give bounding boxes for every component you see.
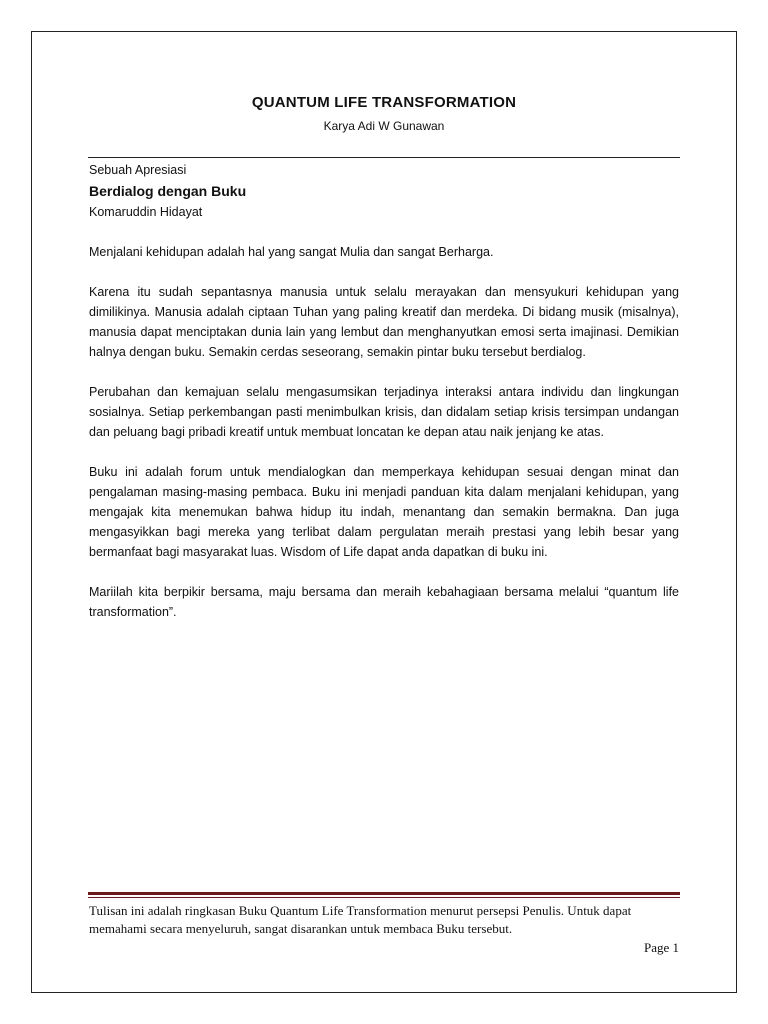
- section-kicker: Sebuah Apresiasi: [89, 163, 187, 177]
- page-number: Page 1: [643, 940, 679, 955]
- document-subtitle: Karya Adi W Gunawan: [323, 119, 445, 133]
- body-paragraph-5: Mariilah kita berpikir bersama, maju bersama dan meraih kebahagiaan bersama melalui “quantum life transformation”.: [89, 585, 679, 619]
- footer-divider-thin: [88, 897, 680, 898]
- body-paragraph-3: Perubahan dan kemajuan selalu mengasumsikan terjadinya interaksi antara individu dan lingkungan sosialnya. Setiap perkembangan pasti menimbulkan krisis, dan didalam setiap krisis tersimpan undangan dan peluang bagi pribadi kreatif untuk membuat loncatan ke depan atau naik jenjang ke atas.: [89, 385, 679, 439]
- document-title: QUANTUM LIFE TRANSFORMATION: [251, 94, 517, 111]
- footer-divider-thick: [88, 892, 680, 895]
- section-author: Komaruddin Hidayat: [89, 205, 203, 219]
- header-divider: [88, 157, 680, 158]
- body-paragraph-1: Menjalani kehidupan adalah hal yang sangat Mulia dan sangat Berharga.: [89, 245, 494, 259]
- body-paragraph-2: Karena itu sudah sepantasnya manusia untuk selalu merayakan dan mensyukuri kehidupan yang dimilikinya. Manusia adalah ciptaan Tuhan yang paling kreatif dan merdeka. Di bidang musik (misalnya), manusia dapat menciptakan dunia lain yang lembut dan menghanyutkan emosi serta imajinasi. Demikian halnya dengan buku. Semakin cerdas seseorang, semakin pintar buku tersebut berdialog.: [89, 285, 679, 359]
- footer-note: Tulisan ini adalah ringkasan Buku Quantum Life Transformation menurut persepsi Penulis. Untuk dapat memahami secara menyeluruh, sangat disarankan untuk membaca Buku tersebut.: [89, 903, 632, 936]
- section-heading: Berdialog dengan Buku: [89, 183, 247, 199]
- document-body: [89, 160, 679, 642]
- body-paragraph-4: Buku ini adalah forum untuk mendialogkan dan memperkaya kehidupan sesuai dengan minat dan pengalaman masing-masing pembaca. Buku ini menjadi panduan kita dalam menjalani kehidupan, yang mengajak kita menemukan bahwa hidup itu indah, menantang dan semakin bermakna. Dan juga mengasyikkan bagi mereka yang terlibat dalam pergulatan meraih prestasi yang lebih besar yang bermanfaat bagi masyarakat luas. Wisdom of Life dapat anda dapatkan di buku ini.: [89, 465, 679, 559]
